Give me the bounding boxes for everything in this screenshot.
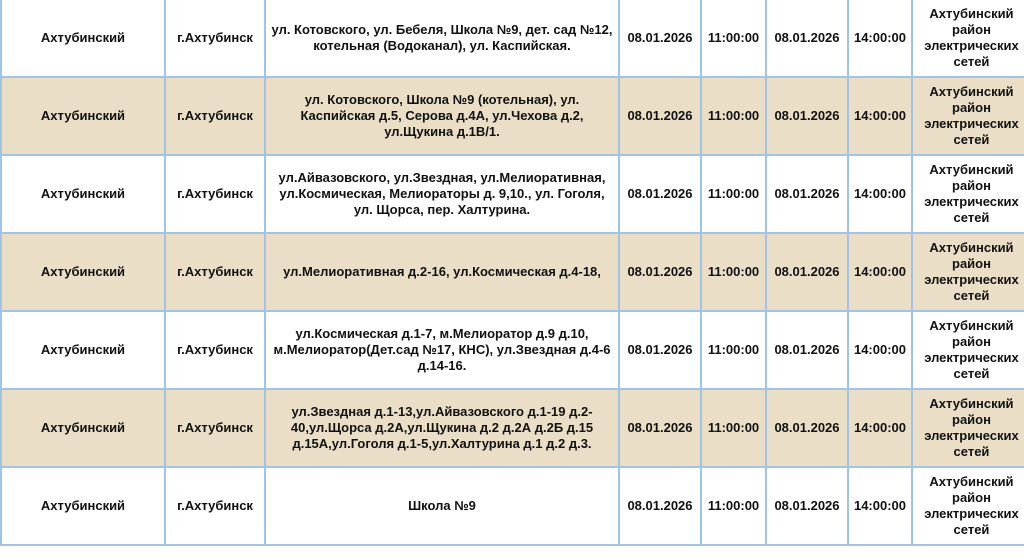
settlement-cell: г.Ахтубинск [165,233,265,311]
organization-cell: Ахтубинский район электрических сетей [912,155,1024,233]
start-date-cell: 08.01.2026 [619,311,701,389]
end-date-cell: 08.01.2026 [766,0,848,77]
address-cell: ул.Звездная д.1-13,ул.Айвазовского д.1-19 д.2-40,ул.Щорса д.2А,ул.Щукина д.2 д.2А д.2Б д.15 д.15А,ул.Гоголя д.1-5,ул.Халтурина д.1 д.2 д.3. [265,389,619,467]
settlement-cell: г.Ахтубинск [165,77,265,155]
district-cell: Ахтубинский [1,389,165,467]
start-date-cell: 08.01.2026 [619,77,701,155]
district-cell: Ахтубинский [1,467,165,545]
district-cell: Ахтубинский [1,233,165,311]
end-date-cell: 08.01.2026 [766,311,848,389]
table-row [1,155,1024,233]
address-cell: Школа №9 [265,467,619,545]
table-row [1,0,1024,77]
address-cell: ул. Котовского, ул. Бебеля, Школа №9, дет. сад №12, котельная (Водоканал), ул. Каспийская. [265,0,619,77]
end-time-cell: 14:00:00 [848,0,912,77]
district-cell: Ахтубинский [1,0,165,77]
start-time-cell: 11:00:00 [701,0,766,77]
district-cell: Ахтубинский [1,155,165,233]
start-time-cell: 11:00:00 [701,389,766,467]
start-time-cell: 11:00:00 [701,77,766,155]
end-time-cell: 14:00:00 [848,233,912,311]
organization-cell: Ахтубинский район электрических сетей [912,77,1024,155]
start-time-cell: 11:00:00 [701,467,766,545]
end-date-cell: 08.01.2026 [766,155,848,233]
organization-cell: Ахтубинский район электрических сетей [912,311,1024,389]
table-row [1,311,1024,389]
table-body [1,0,1024,545]
start-time-cell: 11:00:00 [701,155,766,233]
start-date-cell: 08.01.2026 [619,389,701,467]
table-row [1,77,1024,155]
organization-cell: Ахтубинский район электрических сетей [912,389,1024,467]
start-time-cell: 11:00:00 [701,311,766,389]
end-time-cell: 14:00:00 [848,311,912,389]
end-time-cell: 14:00:00 [848,155,912,233]
start-time-cell: 11:00:00 [701,233,766,311]
address-cell: ул.Айвазовского, ул.Звездная, ул.Мелиоративная, ул.Космическая, Мелиораторы д. 9,10., ул. Гоголя, ул. Щорса, пер. Халтурина. [265,155,619,233]
start-date-cell: 08.01.2026 [619,0,701,77]
start-date-cell: 08.01.2026 [619,155,701,233]
settlement-cell: г.Ахтубинск [165,311,265,389]
settlement-cell: г.Ахтубинск [165,0,265,77]
organization-cell: Ахтубинский район электрических сетей [912,233,1024,311]
table-row [1,233,1024,311]
settlement-cell: г.Ахтубинск [165,389,265,467]
end-time-cell: 14:00:00 [848,77,912,155]
end-date-cell: 08.01.2026 [766,77,848,155]
address-cell: ул. Котовского, Школа №9 (котельная), ул. Каспийская д.5, Серова д.4А, ул.Чехова д.2, ул.Щукина д.1В/1. [265,77,619,155]
organization-cell: Ахтубинский район электрических сетей [912,0,1024,77]
address-cell: ул.Космическая д.1-7, м.Мелиоратор д.9 д.10, м.Мелиоратор(Дет.сад №17, КНС), ул.Звездная д.4-6 д.14-16. [265,311,619,389]
organization-cell: Ахтубинский район электрических сетей [912,467,1024,545]
address-cell: ул.Мелиоративная д.2-16, ул.Космическая д.4-18, [265,233,619,311]
end-date-cell: 08.01.2026 [766,467,848,545]
table-row [1,389,1024,467]
end-time-cell: 14:00:00 [848,389,912,467]
settlement-cell: г.Ахтубинск [165,155,265,233]
table-row [1,467,1024,545]
start-date-cell: 08.01.2026 [619,467,701,545]
settlement-cell: г.Ахтубинск [165,467,265,545]
district-cell: Ахтубинский [1,77,165,155]
start-date-cell: 08.01.2026 [619,233,701,311]
end-date-cell: 08.01.2026 [766,233,848,311]
end-time-cell: 14:00:00 [848,467,912,545]
end-date-cell: 08.01.2026 [766,389,848,467]
district-cell: Ахтубинский [1,311,165,389]
